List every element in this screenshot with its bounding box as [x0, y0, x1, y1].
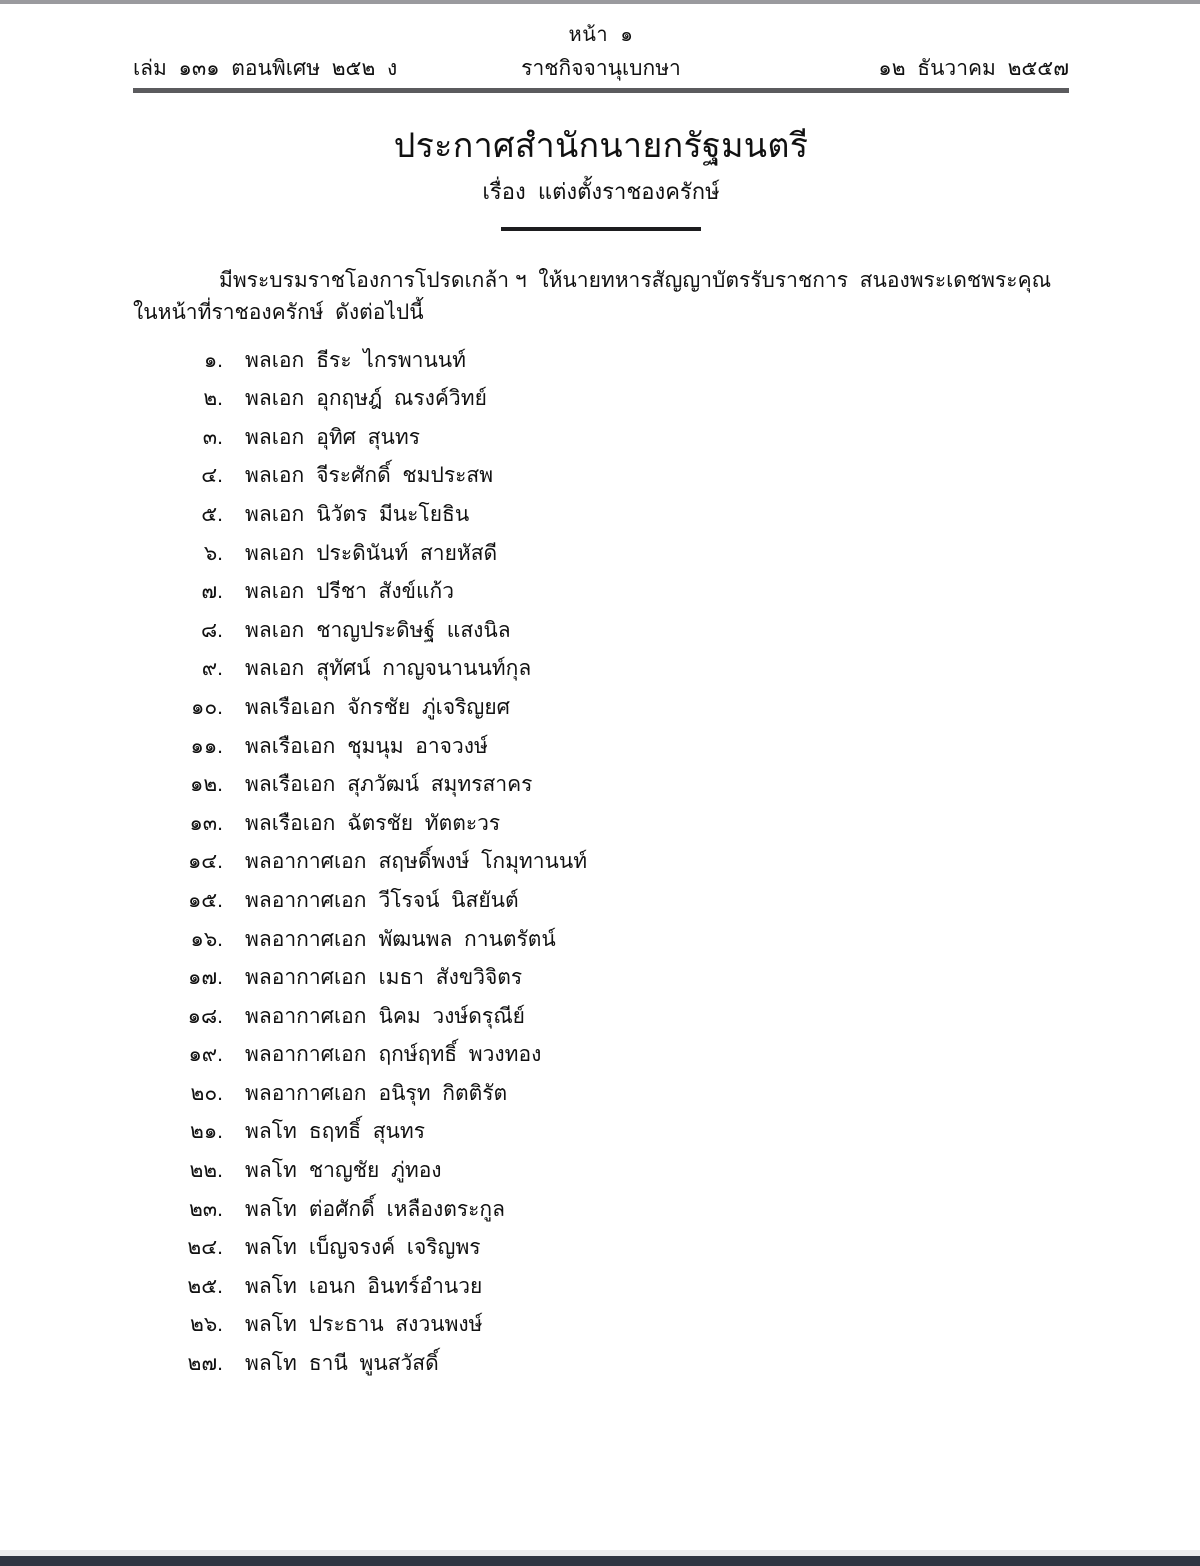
appointee-rank: พลอากาศเอก	[245, 1043, 367, 1067]
appointee-number: ๒๕.	[187, 1274, 223, 1298]
appointee-number: ๑๘.	[187, 1004, 223, 1028]
appointee-rank: พลโท	[245, 1236, 297, 1260]
appointee-rank: พลโท	[245, 1120, 297, 1144]
running-head	[133, 4, 1069, 84]
appointee-rank: พลโท	[245, 1313, 297, 1337]
appointee-number: ๒.	[203, 387, 223, 411]
appointee-name: ชาญชัย ภู่ทอง	[308, 1159, 442, 1183]
appointee-rank: พลเอก	[245, 618, 305, 642]
appointee-name: ชาญประดิษฐ์ แสงนิล	[316, 618, 511, 642]
list-item	[133, 845, 1069, 884]
preamble-line-2: ในหน้าที่ราชองครักษ์ ดังต่อไปนี้	[133, 301, 424, 325]
appointee-rank: พลอากาศเอก	[245, 850, 367, 874]
appointee-name: ต่อศักดิ์ เหลืองตระกูล	[308, 1197, 505, 1221]
appointee-rank: พลเรือเอก	[245, 734, 336, 758]
list-item	[133, 1115, 1069, 1154]
publication-date: ๑๒ ธันวาคม ๒๕๕๗	[878, 57, 1069, 80]
list-item	[133, 498, 1069, 537]
list-item	[133, 768, 1069, 807]
appointee-rank: พลเรือเอก	[245, 811, 336, 835]
list-item	[133, 421, 1069, 460]
list-item	[133, 459, 1069, 498]
viewer-bottom-rail	[0, 1556, 1200, 1566]
list-item	[133, 961, 1069, 1000]
appointee-name: เบ็ญจรงค์ เจริญพร	[308, 1236, 481, 1260]
list-item	[133, 730, 1069, 769]
appointee-number: ๒๑.	[189, 1120, 223, 1144]
page-number-label: หน้า ๑	[568, 24, 634, 46]
appointee-rank: พลเอก	[245, 348, 305, 372]
appointee-rank: พลอากาศเอก	[245, 1004, 367, 1028]
appointee-number: ๔.	[201, 464, 223, 488]
appointee-number: ๑๒.	[189, 773, 223, 797]
appointee-name: จักรชัย ภู่เจริญยศ	[347, 695, 510, 719]
appointee-number: ๙.	[201, 657, 223, 681]
appointee-number: ๒๔.	[187, 1236, 223, 1260]
list-item	[133, 1270, 1069, 1309]
appointee-rank: พลเอก	[245, 464, 305, 488]
page-content-area	[133, 4, 1069, 1402]
appointee-number: ๑.	[203, 348, 223, 372]
appointee-rank: พลโท	[245, 1197, 297, 1221]
appointee-name: นิคม วงษ์ดรุณีย์	[378, 1004, 525, 1028]
preamble-line-1: มีพระบรมราชโองการโปรดเกล้า ฯ ให้นายทหารสัญญาบัตรรับราชการ สนองพระเดชพระคุณ	[219, 268, 1052, 292]
appointee-number: ๘.	[200, 618, 223, 642]
gazette-name: ราชกิจจานุเบกษา	[521, 57, 681, 80]
appointee-number: ๕.	[201, 502, 223, 526]
appointee-name: ธีระ ไกรพานนท์	[316, 348, 467, 372]
appointee-list	[133, 344, 1069, 1386]
appointee-name: ธานี พูนสวัสดิ์	[308, 1352, 439, 1376]
list-item	[133, 652, 1069, 691]
list-item	[133, 1231, 1069, 1270]
appointee-rank: พลเอก	[245, 425, 305, 449]
appointee-rank: พลเอก	[245, 657, 305, 681]
volume-issue-label: เล่ม ๑๓๑ ตอนพิเศษ ๒๕๒ ง	[133, 57, 398, 80]
list-item	[133, 807, 1069, 846]
appointee-rank: พลเรือเอก	[245, 773, 336, 797]
appointee-number: ๓.	[202, 425, 223, 449]
appointee-name: เอนก อินทร์อำนวย	[308, 1274, 483, 1298]
list-item	[133, 884, 1069, 923]
appointee-number: ๑๔.	[187, 850, 223, 874]
appointee-name: เมธา สังขวิจิตร	[378, 966, 523, 990]
appointee-name: อุทิศ สุนทร	[316, 425, 420, 449]
appointee-rank: พลอากาศเอก	[245, 888, 367, 912]
appointee-name: สุภวัฒน์ สมุทรสาคร	[347, 773, 533, 797]
list-item	[133, 1193, 1069, 1232]
appointee-rank: พลอากาศเอก	[245, 927, 367, 951]
appointee-number: ๗.	[201, 580, 223, 604]
list-item	[133, 691, 1069, 730]
appointee-rank: พลเอก	[245, 541, 305, 565]
appointee-rank: พลเอก	[245, 580, 305, 604]
appointee-rank: พลอากาศเอก	[245, 1081, 367, 1105]
appointee-rank: พลโท	[245, 1352, 297, 1376]
list-item	[133, 382, 1069, 421]
appointee-number: ๖.	[203, 541, 223, 565]
appointee-name: สฤษดิ์พงษ์ โกมุทานนท์	[378, 850, 588, 874]
appointee-name: ฤกษ์ฤทธิ์ พวงทอง	[378, 1043, 542, 1067]
title-divider	[501, 227, 701, 231]
appointee-number: ๑๕.	[187, 888, 223, 912]
appointee-name: อุกฤษฎ์ ณรงค์วิทย์	[316, 387, 487, 411]
appointee-number: ๑๐.	[191, 695, 223, 719]
appointee-name: สุทัศน์ กาญจนานนท์กุล	[316, 657, 532, 681]
list-item	[133, 614, 1069, 653]
appointee-number: ๑๗.	[188, 966, 223, 990]
appointee-rank: พลโท	[245, 1274, 297, 1298]
appointee-number: ๒๒.	[189, 1159, 223, 1183]
appointee-rank: พลเอก	[245, 387, 305, 411]
appointee-number: ๑๓.	[189, 811, 223, 835]
list-item	[133, 923, 1069, 962]
appointee-rank: พลเรือเอก	[245, 695, 336, 719]
appointee-number: ๒๓.	[188, 1197, 223, 1221]
page-title: ประกาศสำนักนายกรัฐมนตรี	[393, 127, 809, 165]
header-rule	[133, 88, 1069, 93]
list-item	[133, 575, 1069, 614]
list-item	[133, 537, 1069, 576]
appointee-name: ประดินันท์ สายหัสดี	[316, 541, 498, 565]
appointee-name: ธฤทธิ์ สุนทร	[308, 1120, 425, 1144]
list-item	[133, 1077, 1069, 1116]
appointee-name: พัฒนพล กานตรัตน์	[378, 927, 556, 951]
list-item	[133, 1000, 1069, 1039]
document-subject: เรื่อง แต่งตั้งราชองครักษ์	[482, 178, 720, 204]
appointee-number: ๒๗.	[187, 1352, 223, 1376]
appointee-name: จีระศักดิ์ ชมประสพ	[316, 464, 494, 488]
preamble-paragraph	[133, 265, 1069, 330]
gazette-page	[0, 4, 1200, 1550]
appointee-name: นิวัตร มีนะโยธิน	[316, 502, 470, 526]
appointee-number: ๒๖.	[189, 1313, 223, 1337]
list-item	[133, 1038, 1069, 1077]
appointee-name: วีโรจน์ นิสยันต์	[378, 888, 519, 912]
list-item	[133, 344, 1069, 383]
appointee-rank: พลเอก	[245, 502, 305, 526]
appointee-number: ๑๙.	[188, 1043, 223, 1067]
list-item	[133, 1154, 1069, 1193]
appointee-number: ๑๖.	[190, 927, 223, 951]
appointee-name: อนิรุท กิตติรัต	[378, 1081, 508, 1105]
appointee-rank: พลอากาศเอก	[245, 966, 367, 990]
appointee-name: ฉัตรชัย ทัตตะวร	[347, 811, 501, 835]
list-item	[133, 1308, 1069, 1347]
appointee-number: ๒๐.	[190, 1081, 223, 1105]
appointee-name: ชุมนุม อาจวงษ์	[347, 734, 488, 758]
appointee-number: ๑๑.	[190, 734, 223, 758]
appointee-name: ประธาน สงวนพงษ์	[308, 1313, 483, 1337]
list-item	[133, 1347, 1069, 1386]
appointee-rank: พลโท	[245, 1159, 297, 1183]
appointee-name: ปรีชา สังข์แก้ว	[316, 580, 455, 604]
